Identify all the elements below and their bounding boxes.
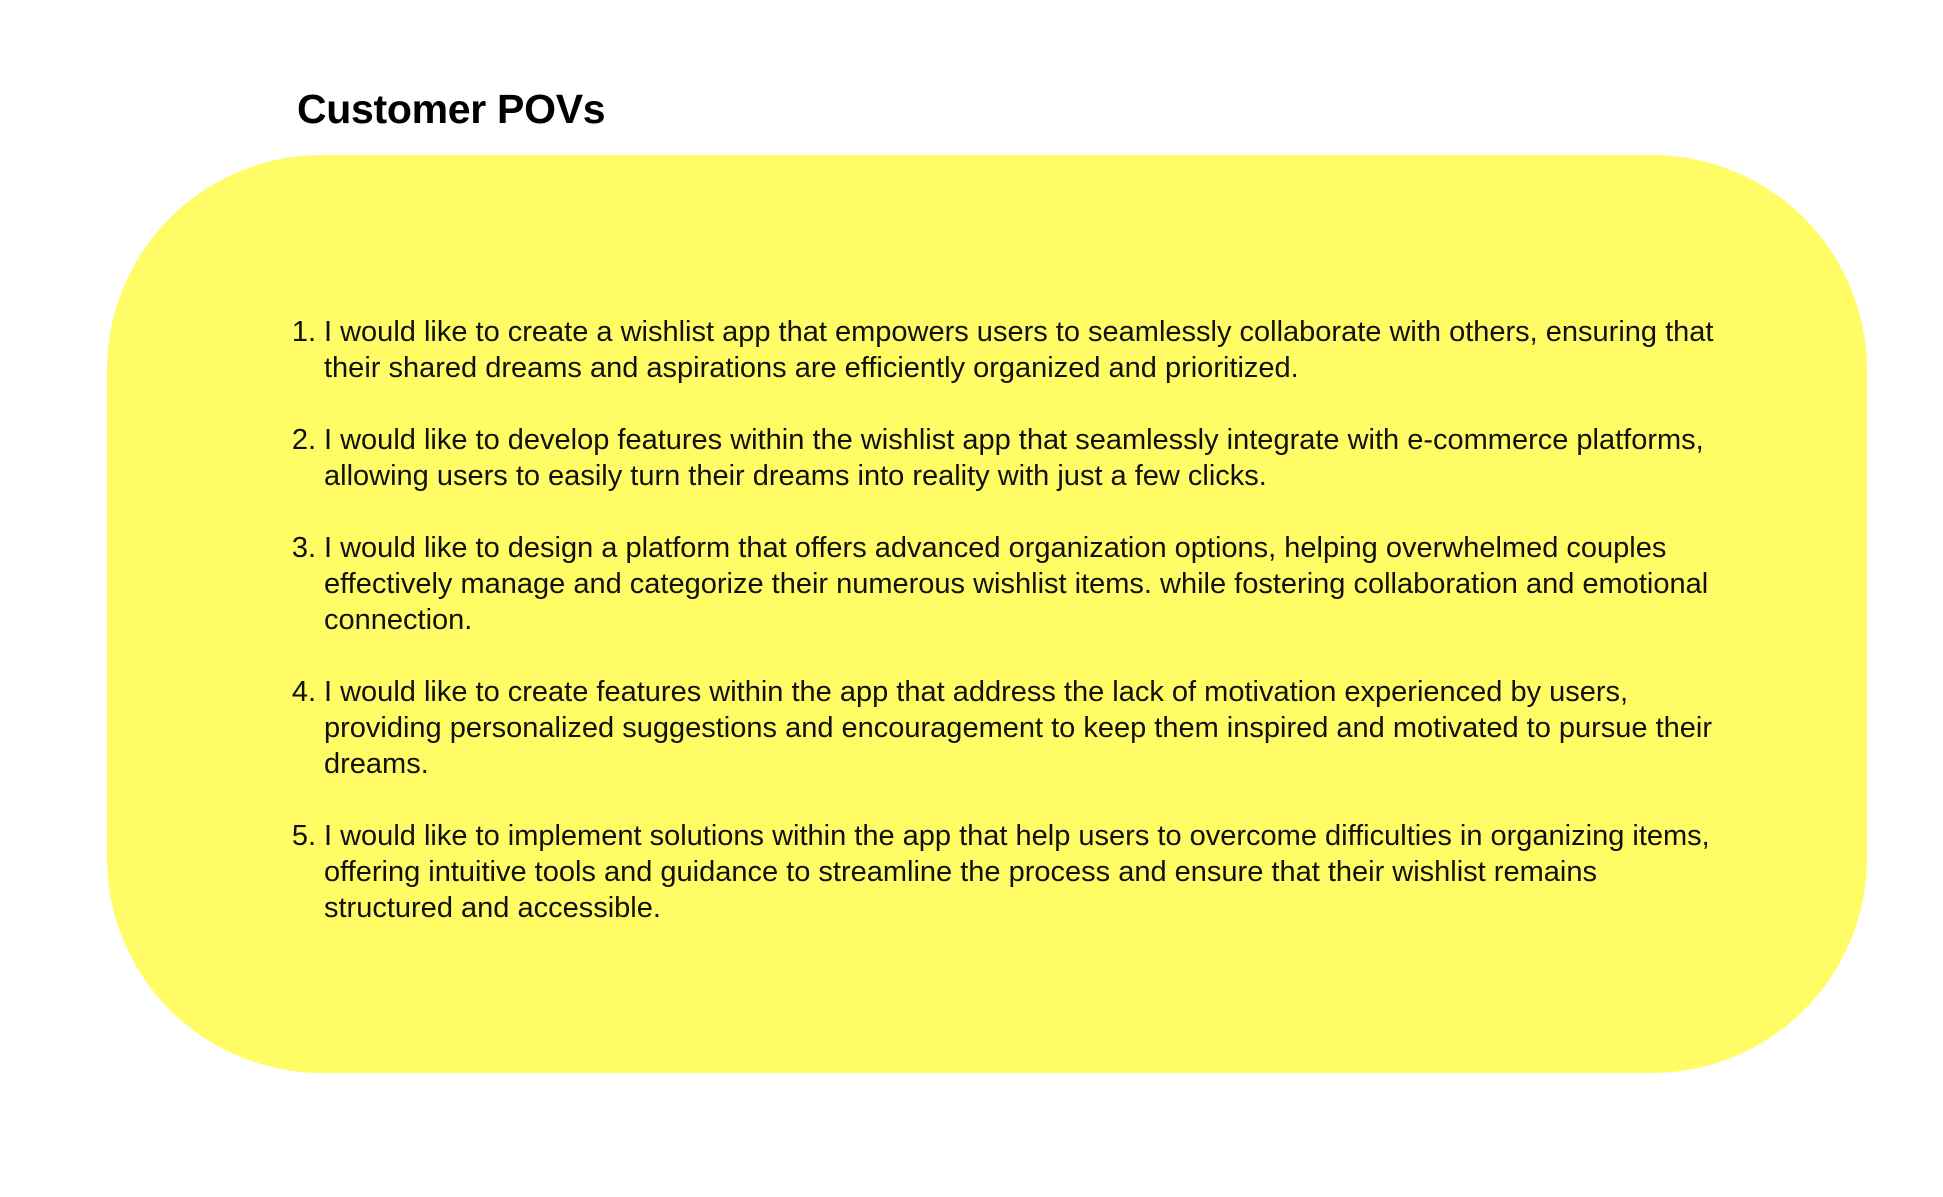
pov-text: I would like to implement solutions within the app that help users to overcome difficulties in organizing items, offering intuitive tools and guidance to streamline the process and ensure that their wishlist remains structured and accessible. xyxy=(324,820,1710,924)
pov-text: I would like to create a wishlist app that empowers users to seamlessly collaborate with others, ensuring that their shared dreams and aspirations are efficiently organized and prioritized. xyxy=(324,316,1714,384)
pov-item xyxy=(277,314,1727,386)
pov-item xyxy=(277,818,1727,926)
pov-item xyxy=(277,530,1727,638)
pov-item xyxy=(277,422,1727,494)
pov-item xyxy=(277,674,1727,782)
pov-card xyxy=(107,155,1867,1073)
pov-list xyxy=(277,314,1727,962)
pov-number: 1. xyxy=(291,316,316,348)
pov-number: 4. xyxy=(291,676,316,708)
pov-number: 5. xyxy=(291,820,316,852)
pov-number: 3. xyxy=(291,532,316,564)
page-title: Customer POVs xyxy=(297,86,606,132)
pov-text: I would like to create features within the app that address the lack of motivation experienced by users, providing personalized suggestions and encouragement to keep them inspired and motivated to pursue their dreams. xyxy=(324,676,1713,780)
pov-text: I would like to design a platform that offers advanced organization options, helping overwhelmed couples effectively manage and categorize their numerous wishlist items. while fostering collaboration and emotional connection. xyxy=(324,532,1709,636)
pov-number: 2. xyxy=(291,424,316,456)
pov-text: I would like to develop features within the wishlist app that seamlessly integrate with e-commerce platforms, allowing users to easily turn their dreams into reality with just a few clicks. xyxy=(324,424,1704,492)
